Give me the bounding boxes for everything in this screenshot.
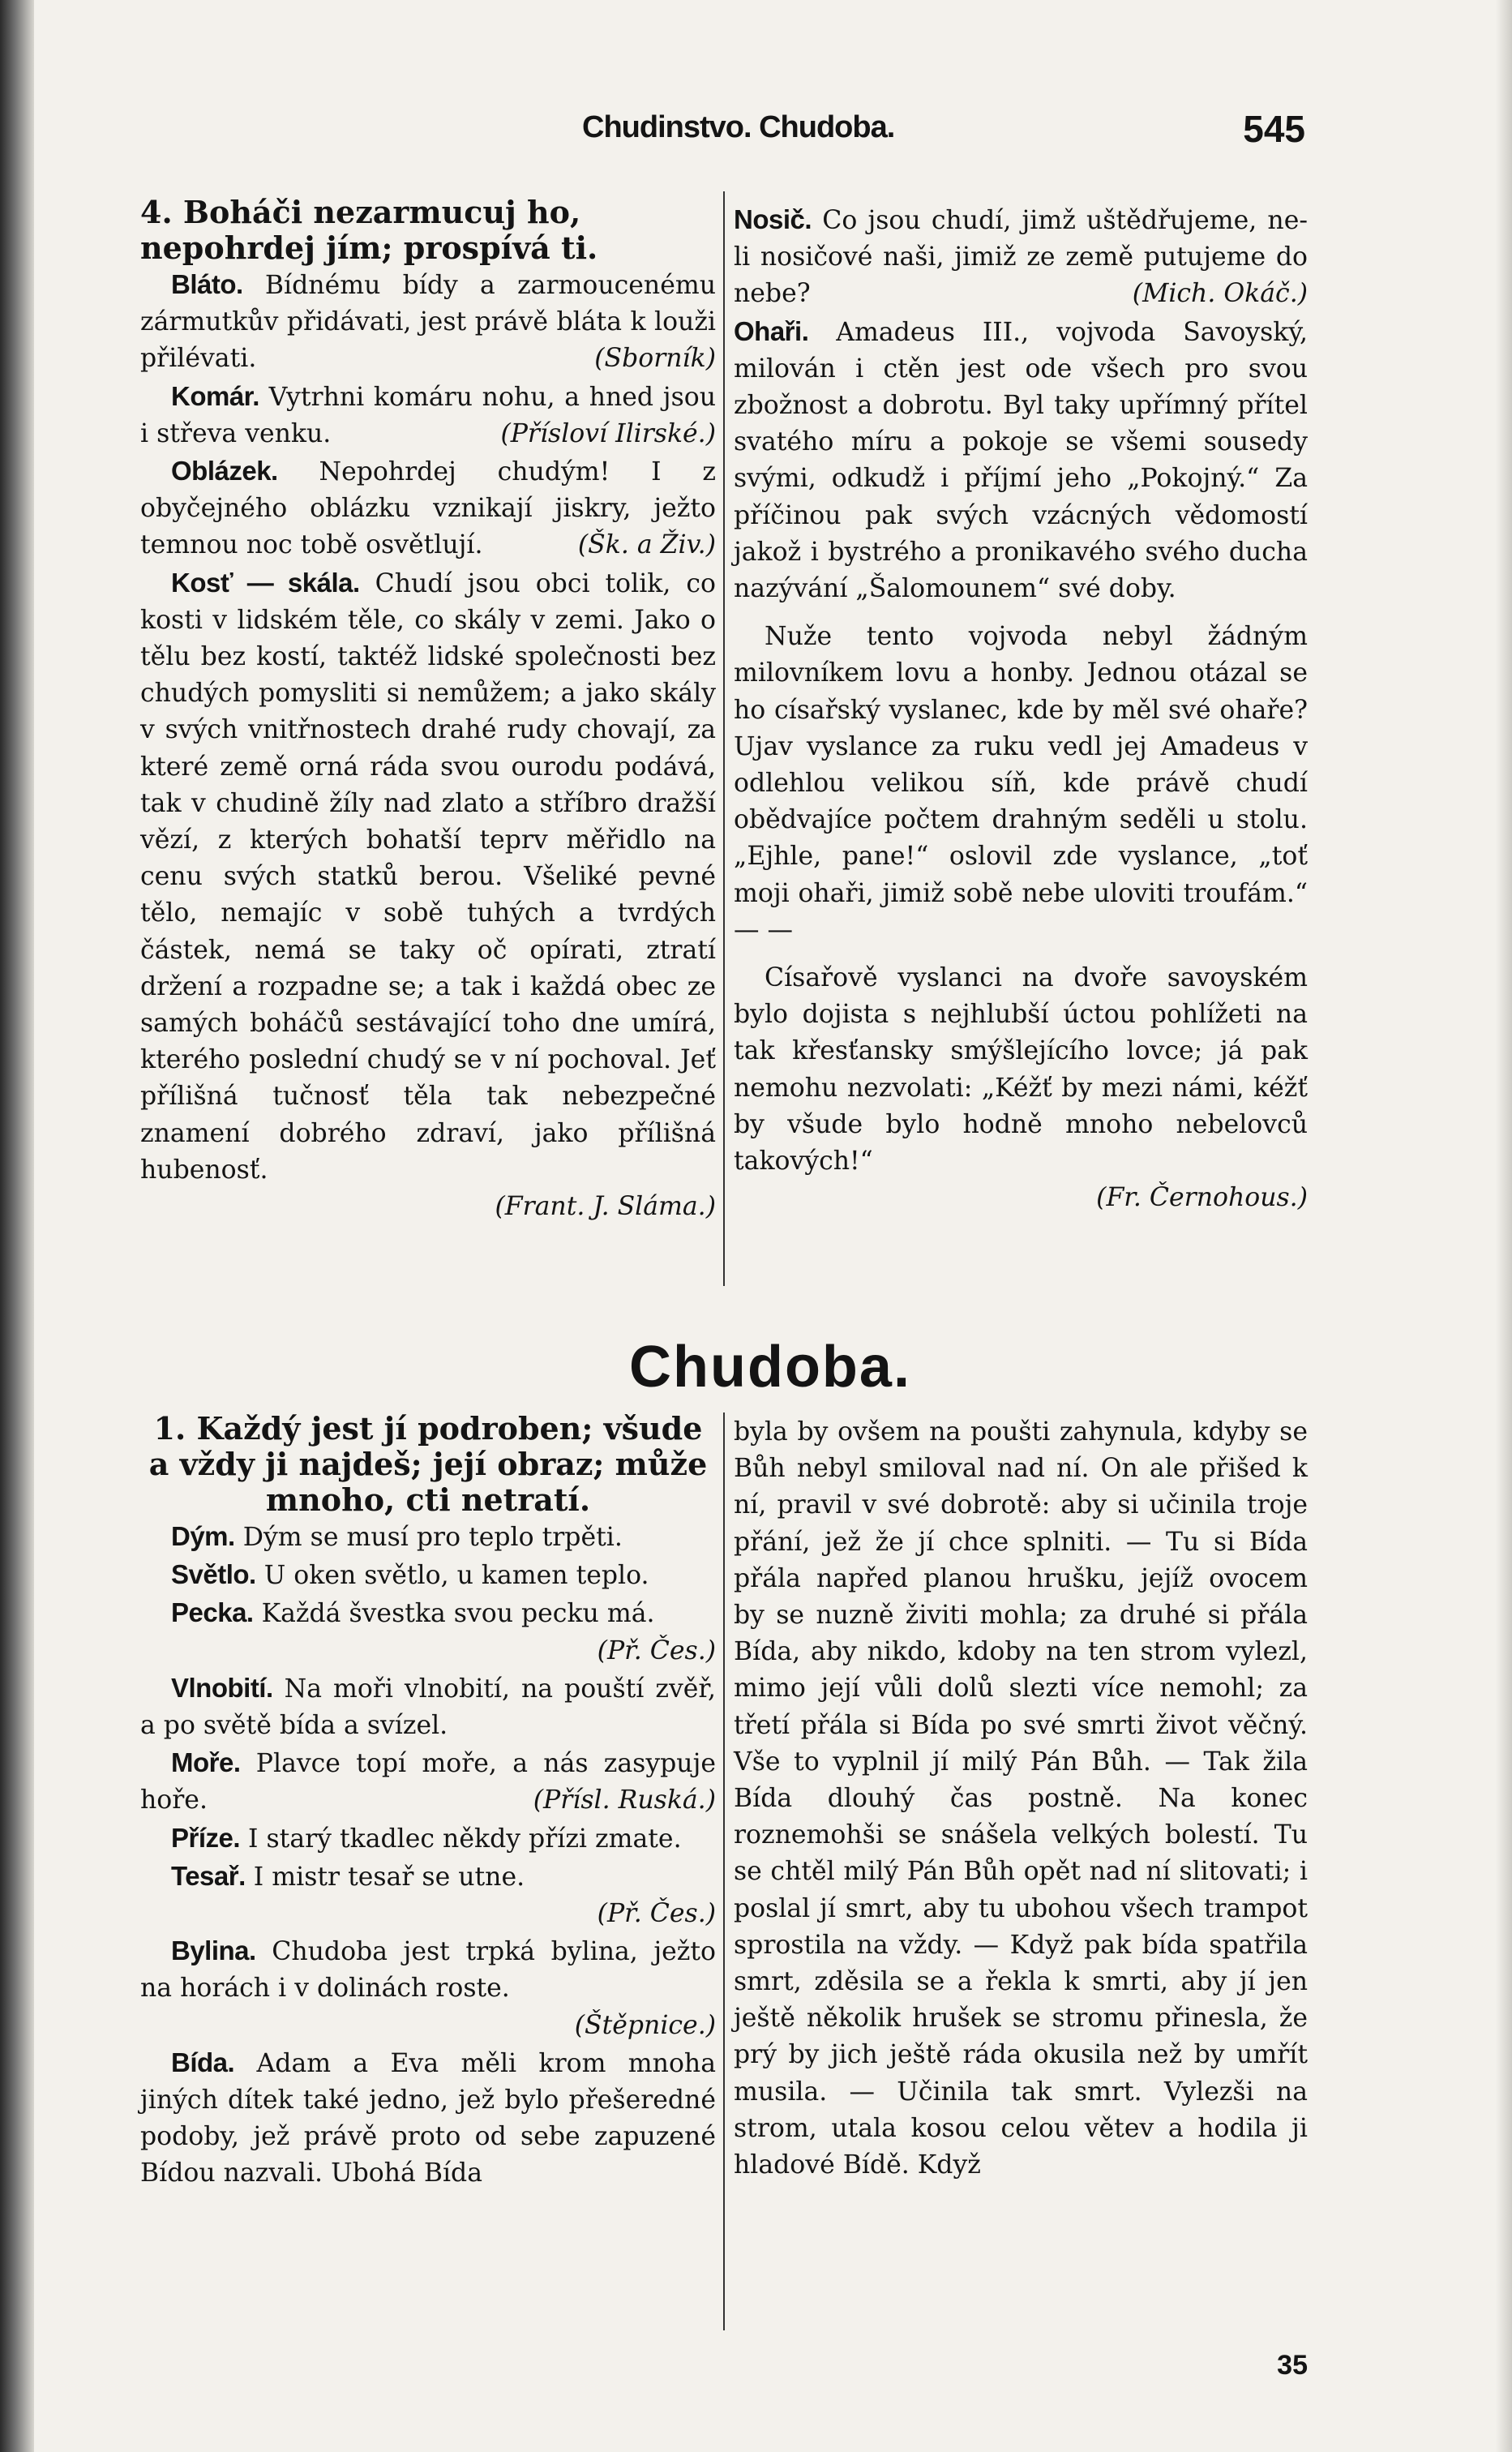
- entry-keyword: Vlnobití.: [171, 1672, 273, 1703]
- printer-signature: 35: [1277, 2350, 1308, 2381]
- entry-source: (Přísl. Ruská.): [533, 1785, 716, 1815]
- entry: [140, 1594, 716, 1632]
- paragraph: byla by ovšem na poušti zahynula, kdyby se Bůh nebyl smiloval nad ní. On ale přišed k ní, pravil v své dobrotě: aby si učinila troje přání, jež že jí chce splniti. — Tu si Bída přála napřed planou hrušku, jejíž ovocem by se nuzně živiti mohla; za druhé si přála Bída, aby nikdo, kdoby na ten strom vylezl, mimo její vůli dolů slezti více nemohl; za třetí přála si Bída po své smrti život věčný. Vše to vyplnil jí milý Pán Bůh. — Tak žila Bída dlouhý čas postně. Na konec roznemohši se snášela velkých bolestí. Tu se chtěl milý Pán Bůh opět nad ní slitovati; i poslal jí smrt, aby tu ubohou všech trampot sprostila na vždy. — Když pak bída spatřila smrt, zděsila se a řekla k smrti, aby jí jen ještě několik hrušek se stromu přinesla, že prý by jich ještě ráda okusila než by umřít musila. — Učinila tak smrt. Vylezši na strom, utala kosou celou větev a hodila ji hladové Bídě. Když: [734, 1417, 1308, 2180]
- entry-keyword: Nosič.: [734, 204, 812, 234]
- entry-text: Na moři vlnobití, na pouští zvěř, a po světě bída a svízel.: [140, 1674, 716, 1741]
- entry-keyword: Tesař.: [171, 1860, 246, 1891]
- entry-text: Bídnému bídy a zarmoucenému zármutkův přidávati, jest právě bláta k louži přilévati.: [140, 271, 716, 374]
- entry: [140, 378, 716, 452]
- entry-text: I starý tkadlec někdy přízi zmate.: [240, 1824, 682, 1854]
- section-heading: 4. Boháči nezarmucuj ho, nepohrdej jím; prospívá ti.: [140, 194, 598, 266]
- paragraph: Nuže tento vojvoda nebyl žádným milovníkem lovu a honby. Jednou otázal se ho císařský vyslanec, kde by měl své ohaře? Ujav vyslance za ruku vedl jej Amadeus v odlehlou velikou síň, kde právě chudí obědvajíce počtem drahným seděli u stolu. „Ejhle, pane!“ oslovil zde vyslance, „toť moji ohaři, jimiž sobě nebe uloviti troufám.“ — —: [734, 622, 1308, 945]
- entry-source: (Mich. Okáč.): [1132, 279, 1308, 309]
- entry-text: Amadeus III., vojvoda Savoyský, milován i ctěn jest ode všech pro svou zbožnost a dobrotu. Byl taky upřímný přítel svatého míru a pokoje se všemi sousedy svými, odkudž i příjmí jeho „Pokojný.“ Za příčinou pak svých vzácných vědomostí jakož i bystrého a pronikavého svého ducha nazývání „Šalomounem“ své doby.: [734, 317, 1308, 604]
- entry-text: Chudoba jest trpká bylina, ježto na horách i v dolinách roste.: [140, 1937, 716, 2004]
- running-head: Chudinstvo. Chudoba.: [582, 110, 895, 144]
- column-divider-top: [723, 191, 725, 1286]
- entry-source: (Přísloví Ilirské.): [500, 418, 716, 448]
- page-edge: [1496, 0, 1512, 2452]
- entry-keyword: Příze.: [171, 1822, 241, 1853]
- entry-keyword: Světlo.: [171, 1559, 256, 1590]
- entry: [140, 452, 716, 564]
- entry: [140, 266, 716, 378]
- section-heading: 1. Každý jest jí podroben; všude a vždy ji najdeš; její obraz; může mnoho, cti netratí.: [148, 1410, 708, 1518]
- entry-source: (Sborník): [594, 344, 716, 374]
- entry-source: (Frant. J. Sláma.): [495, 1192, 716, 1222]
- entry-keyword: Bylina.: [171, 1935, 256, 1966]
- entry-text: I mistr tesař se utne.: [245, 1862, 525, 1892]
- entry: [140, 1556, 716, 1594]
- column-divider-bottom: [723, 1412, 725, 2330]
- entry-source: (Fr. Černohous.): [1096, 1183, 1308, 1213]
- entry-text: Dým se musí pro teplo trpěti.: [234, 1523, 623, 1552]
- entry: [140, 2044, 716, 2193]
- section-title: Chudoba.: [629, 1335, 911, 1400]
- entry-text: Plavce topí moře, a nás zasypuje hoře.: [140, 1749, 716, 1815]
- entry-source: (Př. Čes.): [597, 1899, 716, 1929]
- entry: [140, 1518, 716, 1556]
- entry-keyword: Bláto.: [171, 269, 243, 299]
- entry: [734, 201, 1308, 313]
- page-header: [138, 110, 1305, 159]
- entry-keyword: Bída.: [171, 2047, 235, 2077]
- spacer: [734, 607, 1308, 619]
- spacer: [734, 949, 1308, 960]
- entry: [140, 564, 716, 1189]
- left-column-top: [140, 195, 716, 1225]
- entry-text: Co jsou chudí, jimž uštědřujeme, ne-li nosičové naši, jimiž ze země putujeme do nebe?: [734, 206, 1308, 309]
- entry-text: Chudí jsou obci tolik, co kosti v lidském těle, co skály v zemi. Jako o tělu bez kostí, taktéž lidské společnosti bez chudých pomysliti si nemůžem; a jako skály v svých vnitřnostech drahé rudy chovají, za které země orná ráda svou ourodu podává, tak v chudině žíly nad zlato a stříbro dražší vězí, z kterých bohatší teprv měřidlo na cenu svých statků berou. Všeliké pevné tělo, nemajíc v sobě tuhých a tvrdých částek, nemá se taky oč opírati, ztratí držení a rozpadne se; a tak i každá obec ze samých boháčů sestávající toho dne umírá, kterého poslední chudý se v ní pochoval. Jeť přílišná tučnosť těla tak nebezpečné znamení dobrého zdraví, jako přílišná hubenosť.: [140, 568, 716, 1185]
- entry-keyword: Dým.: [171, 1521, 235, 1551]
- right-column-top: [734, 201, 1308, 1216]
- entry: [140, 1744, 716, 1819]
- entry: [734, 313, 1308, 608]
- right-column-bottom: [734, 1414, 1308, 2184]
- entry: [140, 1858, 716, 1896]
- page-binding-shadow: [0, 0, 34, 2452]
- entry-keyword: Oblázek.: [171, 456, 278, 487]
- entry-text: U oken světlo, u kamen teplo.: [255, 1561, 649, 1591]
- entry-source: (Štěpnice.): [574, 2010, 716, 2040]
- entry: [140, 1670, 716, 1744]
- page-number: 545: [1243, 108, 1305, 150]
- entry: [140, 1932, 716, 2007]
- entry-text: Nepohrdej chudým! I z obyčejného oblázku vznikají jiskry, ježto temnou noc tobě osvětlují.: [140, 457, 716, 560]
- paragraph: Císařově vyslanci na dvoře savoyském bylo dojista s nejhlubší úctou pohlížeti na tak křesťansky smýšlejícího lovce; já pak nemohu nezvolati: „Kéžť by mezi námi, kéžť by všude bylo hodně mnoho nebelovců takových!“: [734, 963, 1308, 1177]
- entry-keyword: Kosť — skála.: [171, 567, 360, 598]
- entry-keyword: Ohaři.: [734, 315, 809, 346]
- entry-text: Vytrhni komáru nohu, a hned jsou i střeva venku.: [140, 382, 716, 448]
- left-column-bottom: [140, 1411, 716, 2193]
- entry-source: (Šk. a Živ.): [577, 530, 716, 560]
- entry-keyword: Pecka.: [171, 1597, 254, 1628]
- entry-source: (Př. Čes.): [597, 1635, 716, 1665]
- entry-text: Každá švestka svou pecku má.: [253, 1599, 655, 1629]
- entry-text: Adam a Eva měli krom mnoha jiných dítek také jedno, jež bylo přešeredné podoby, jež právě proto od sebe zapuzené Bídou nazvali. Ubohá Bída: [140, 2048, 716, 2188]
- entry: [140, 1820, 716, 1858]
- entry-keyword: Moře.: [171, 1747, 241, 1778]
- entry-keyword: Komár.: [171, 380, 259, 411]
